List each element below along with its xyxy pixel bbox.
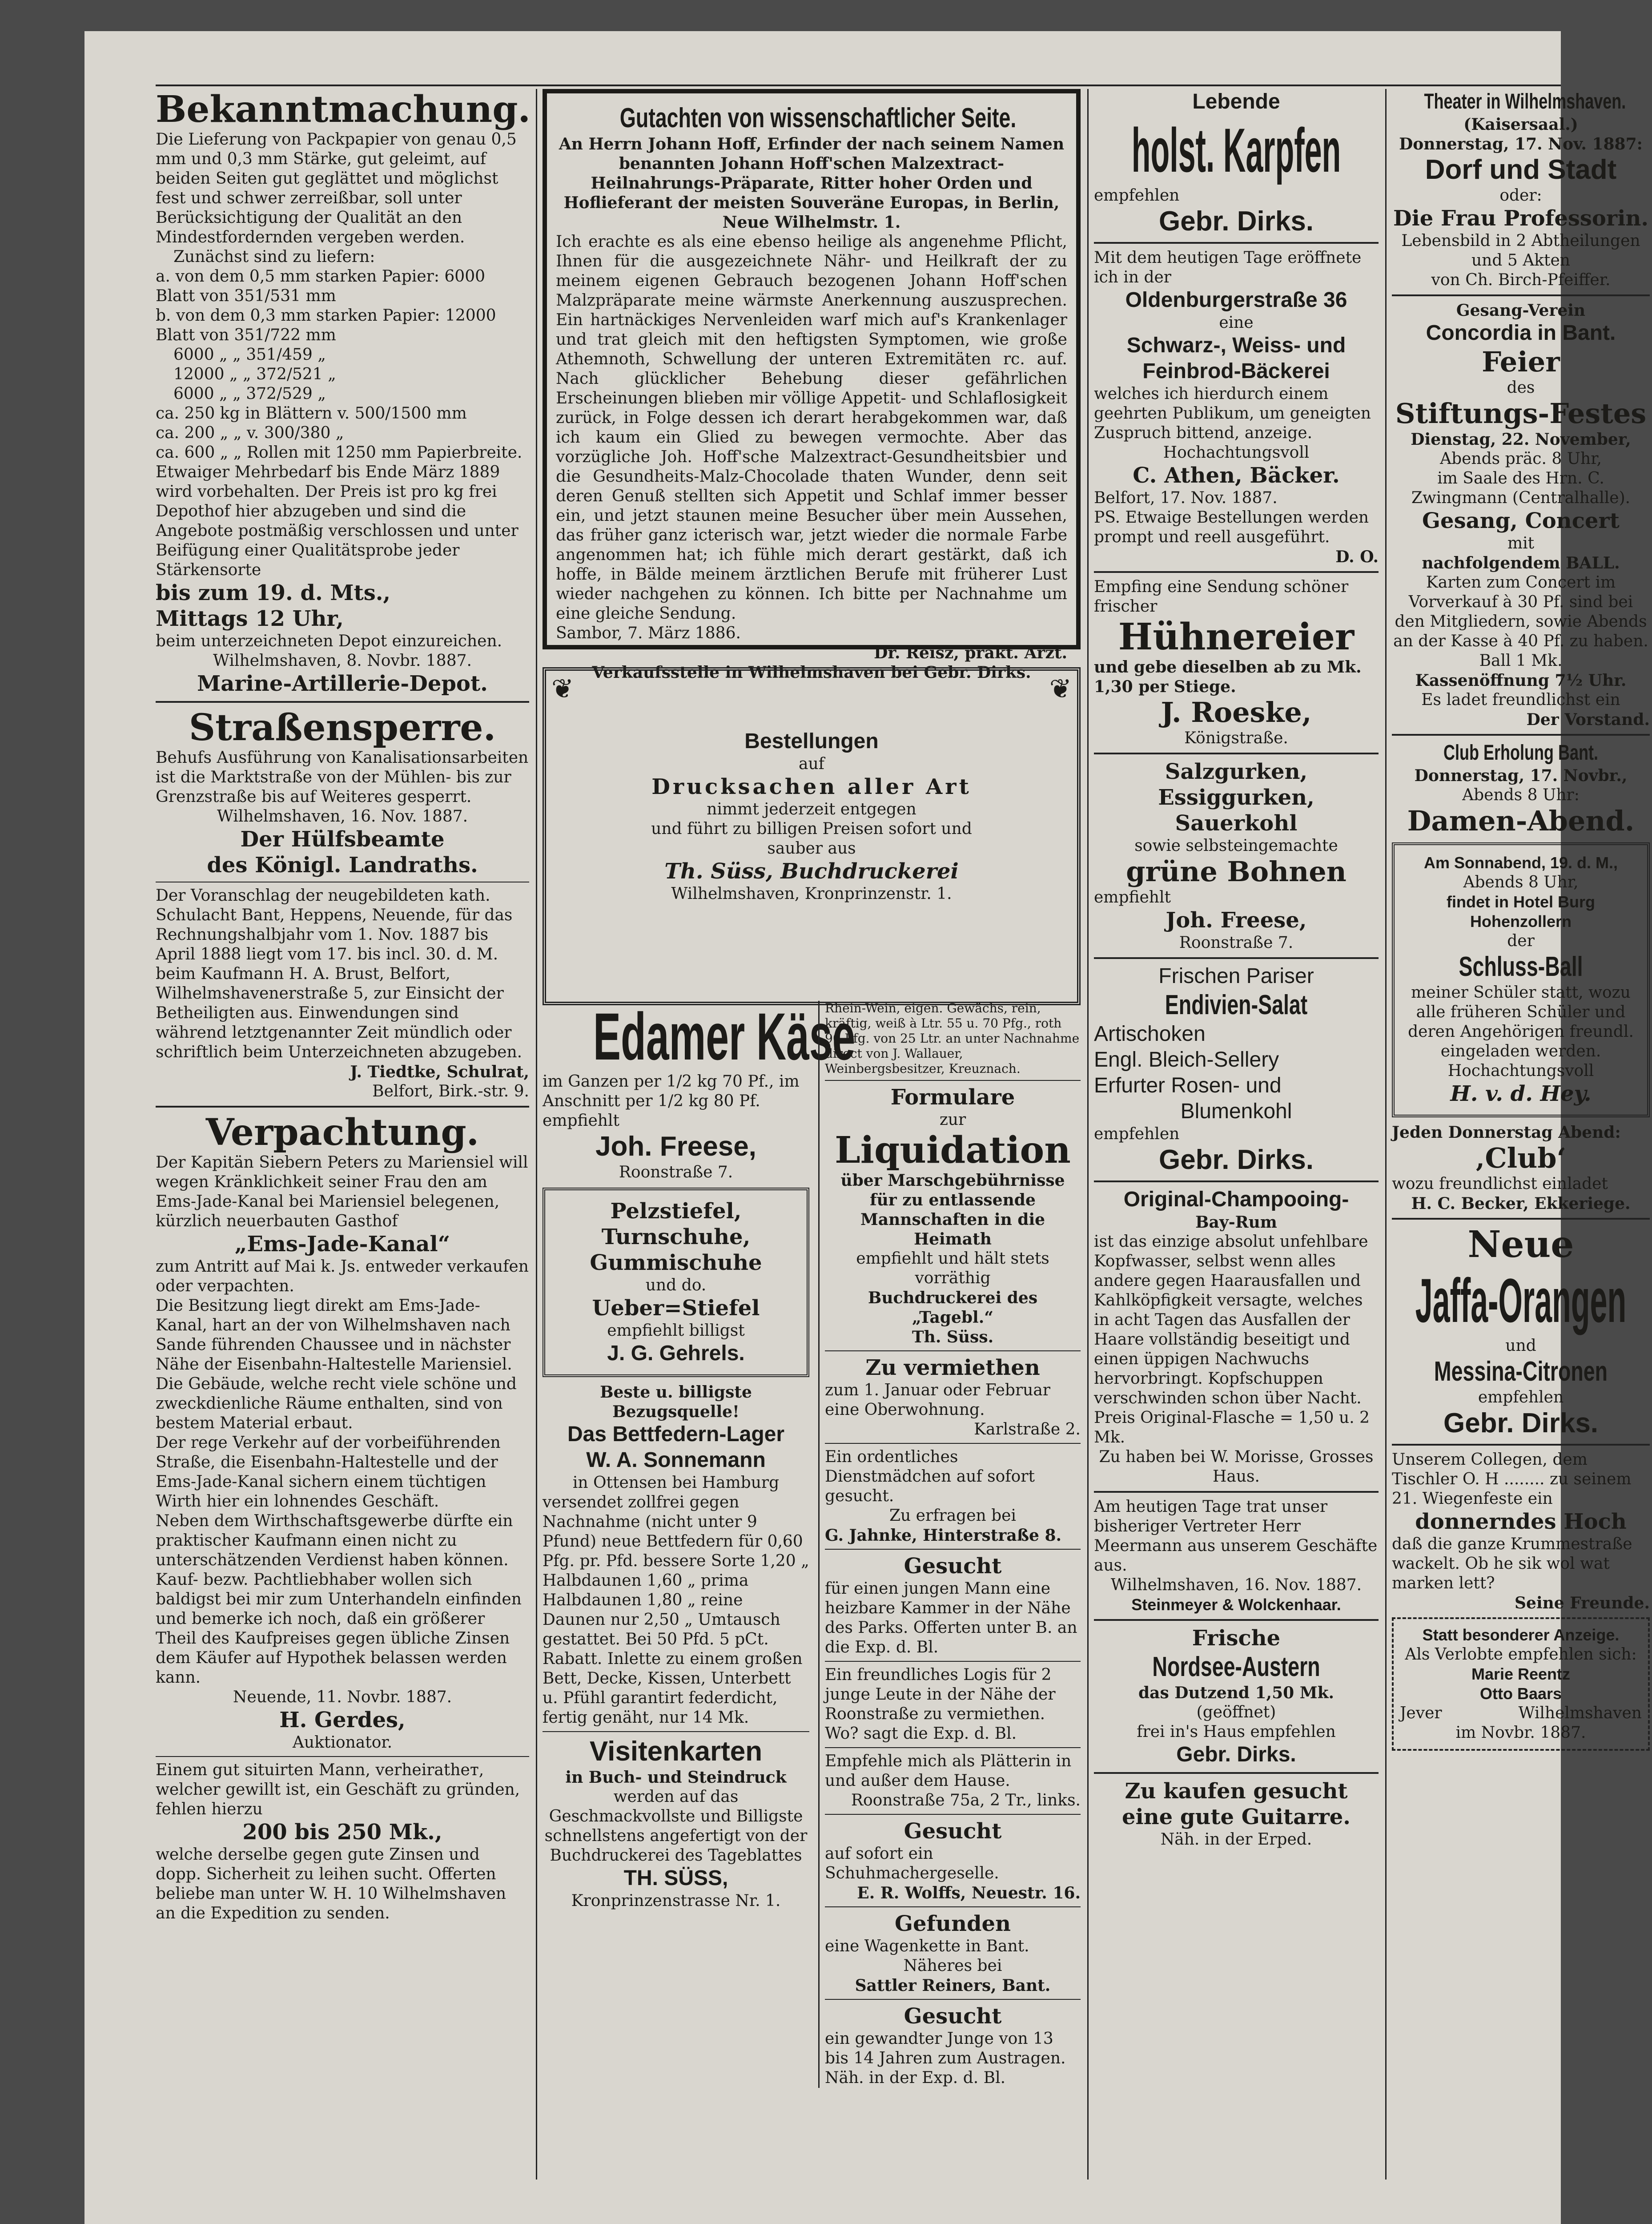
ad-title: Gesucht xyxy=(904,1819,1002,1844)
ad-text: empfiehlt billigst xyxy=(607,1322,745,1340)
ad-title: Theater in Wilhelmshaven. xyxy=(1424,90,1626,113)
ad-text: Hochachtungsvoll xyxy=(1163,443,1310,462)
ad-gesucht-kammer xyxy=(825,1553,1081,1657)
ad-title: Gesang, Concert xyxy=(1422,508,1620,533)
ad-text: Zunächst sind zu liefern: xyxy=(173,248,375,266)
ad-text: Etwaiger Mehrbedarf bis Ende März 1889 wird vorbehalten. Der Preis ist pro kg frei Depothof hier abzugeben und sind die Angebote postmäßig verschlossen und unter Beifügung einer Qualitätsprobe jeder Stärkensorte xyxy=(156,463,519,579)
separator xyxy=(825,1549,1081,1550)
ad-highlight: 200 bis 250 Mk., xyxy=(242,1820,442,1845)
ad-text: ein gewandter Junge von 13 bis 14 Jahren zum Austragen. xyxy=(825,2030,1066,2067)
ad-signature: Gebr. Dirks. xyxy=(1176,1743,1296,1766)
ad-title: Endivien-Salat xyxy=(1165,990,1308,1020)
ad-schluss-ball xyxy=(1392,842,1650,1117)
ad-text: von Ch. Birch-Pfeiffer. xyxy=(1431,271,1611,289)
ad-title: Nordsee-Austern xyxy=(1152,1652,1320,1682)
separator xyxy=(825,1661,1081,1662)
ad-text: Die Lieferung von Packpapier von genau 0,5 mm und 0,3 mm Stärke, gut geleimt, auf beiden Seiten gut geglättet und möglichst fest und schwer zerreißbar, soll unter Berücksichtigung der Qualität an den Mindestfordernden vergeben werden. xyxy=(156,130,517,246)
ad-text: des xyxy=(1507,379,1535,397)
ad-title: Club Erholung Bant. xyxy=(1443,741,1598,765)
ad-title: Zu kaufen gesucht xyxy=(1125,1779,1348,1804)
ad-text: nimmt jederzeit entgegen xyxy=(707,800,916,818)
ad-signature: Der Vorstand. xyxy=(1526,710,1650,729)
ad-drucksachen xyxy=(543,667,1081,1005)
ad-text: Jeden Donnerstag Abend: xyxy=(1392,1123,1621,1142)
ad-signature: Th. Süss, Buchdruckerei xyxy=(664,859,959,884)
ad-signature: H. v. d. Hey. xyxy=(1450,1081,1592,1106)
ad-text: Einem gut situirten Mann, verheiratheт, welcher gewillt ist, ein Geschäft zu gründen, fehlen hierzu xyxy=(156,1761,520,1818)
ad-endivien xyxy=(1094,963,1379,1176)
ad-title: Die Frau Professorin. xyxy=(1393,206,1649,231)
separator xyxy=(1094,1180,1379,1182)
ad-address: im Saale des Hrn. C. Zwingmann (Centralhalle). xyxy=(1411,469,1631,507)
ad-name: Marie Reentz xyxy=(1471,1665,1571,1683)
separator xyxy=(1392,1444,1650,1446)
ad-signature: Seine Freunde. xyxy=(1515,1594,1650,1612)
ad-gesucht-junge xyxy=(825,2003,1081,2088)
ad-signature: Joh. Freese, xyxy=(595,1131,756,1162)
top-rule xyxy=(156,85,1561,86)
list-item: 12000 „ „ 372/521 „ xyxy=(173,365,336,383)
ad-signature: J. Roeske, xyxy=(1161,696,1312,729)
ad-deadline: bis zum 19. d. Mts., xyxy=(156,580,391,605)
ad-text: Engl. Bleich-Sellery xyxy=(1094,1048,1279,1072)
ad-title: Gesucht xyxy=(904,1554,1002,1579)
ad-signature: C. Athen, Bäcker. xyxy=(1133,463,1340,488)
ad-visitenkarten xyxy=(543,1736,809,1911)
ad-address: Oldenburgerstraße 36 xyxy=(1125,288,1347,312)
ad-text: Blumenkohl xyxy=(1180,1100,1292,1123)
ad-signature: Dr. Reisz, prakt. Arzt. xyxy=(874,644,1067,662)
ad-address: Näh. in der Exp. d. Bl. xyxy=(825,2069,1006,2087)
ad-text: Hochachtungsvoll xyxy=(1447,1062,1594,1080)
ad-text: Empfehle mich als Plätterin in und außer dem Hause. xyxy=(825,1752,1072,1790)
ad-signature: E. R. Wolffs, Neuestr. 16. xyxy=(857,1884,1081,1902)
ad-title: Gummischuhe xyxy=(590,1250,762,1275)
column-2 xyxy=(543,89,1081,2180)
ad-text: Abends präc. 8 Uhr, xyxy=(1440,450,1602,468)
ad-theater xyxy=(1392,89,1650,290)
ad-karpfen xyxy=(1094,89,1379,238)
ad-text: eine Wagenkette in Bant. xyxy=(825,1937,1029,1955)
separator xyxy=(1392,1218,1650,1220)
ad-address: Kronprinzenstrasse Nr. 1. xyxy=(571,1892,781,1910)
ad-text: und xyxy=(1505,1337,1536,1355)
ad-date: Dienstag, 22. November, xyxy=(1411,430,1631,449)
ad-text: empfiehlt und hält stets vorräthig xyxy=(856,1249,1049,1287)
separator xyxy=(1094,242,1379,244)
ad-text: welche derselbe gegen gute Zinsen und dopp. Sicherheit zu leihen sucht. Offerten beliebe man unter W. H. 10 Wilhelmshaven an die Expedition zu senden. xyxy=(156,1845,506,1922)
ad-date: Wilhelmshaven, 16. Nov. 1887. xyxy=(217,807,468,826)
ad-verlobung xyxy=(1392,1617,1650,1751)
newspaper-page xyxy=(84,31,1650,2224)
ad-text: zum 1. Januar oder Februar eine Oberwohnung. xyxy=(825,1381,1051,1419)
column-3 xyxy=(1094,89,1379,2180)
ad-date: Sambor, 7. März 1886. xyxy=(556,624,741,642)
ad-text: Gesang-Verein xyxy=(1456,301,1586,320)
col2-right xyxy=(818,1001,1081,2088)
ad-title: Gesucht xyxy=(904,2004,1002,2029)
ad-champooing xyxy=(1094,1187,1379,1487)
separator xyxy=(1094,1619,1379,1621)
ad-signature: H. Gerdes, xyxy=(279,1708,406,1732)
ad-signature: Buchdruckerei des „Tagebl.“ xyxy=(868,1289,1038,1327)
ad-signature: Der Hülfsbeamte xyxy=(240,827,445,852)
ad-date: Neuende, 11. Novbr. 1887. xyxy=(233,1688,452,1706)
ad-text: über Marschgebührnisse für zu entlassende Mannschaften in die Heimath xyxy=(840,1171,1065,1249)
ad-title: Visitenkarten xyxy=(589,1736,763,1767)
ad-text: eine xyxy=(1219,314,1254,332)
ad-text: beim unterzeichneten Depot einzureichen. xyxy=(156,632,502,650)
ad-signature: Gebr. Dirks. xyxy=(1443,1408,1599,1438)
ad-signature: Sattler Reiners, Bant. xyxy=(855,1976,1051,1995)
ad-text: Karten zum Concert im Vorverkauf à 30 Pf. sind bei den Mitgliedern, sowie Abends an der Kasse à 40 Pf. zu haben. Ball 1 Mk. xyxy=(1393,573,1648,670)
ad-text: Bay-Rum xyxy=(1195,1213,1277,1232)
ad-text: Abends 8 Uhr: xyxy=(1462,786,1580,804)
separator xyxy=(1392,294,1650,296)
list-item: 6000 „ „ 351/459 „ xyxy=(173,346,326,364)
ad-text: Die Besitzung liegt direkt am Ems-Jade-Kanal, hart an der von Wilhelmshaven nach Sande führenden Chaussee und in nächster Nähe der Eisenbahn-Haltestelle Mariensiel. Die Gebäude, welche recht viele schöne und zweckdienliche Räume enthalten, sind von bestem Material erbaut. xyxy=(156,1297,517,1432)
ad-signature: G. Jahnke, Hinterstraße 8. xyxy=(825,1526,1062,1545)
ad-text: Neben dem Wirthschaftsgewerbe dürfte ein praktischer Kaufmann einen nicht zu unterschätzenden Verdienst haben können. xyxy=(156,1512,513,1569)
ad-text: versendet zollfrei gegen Nachnahme (nicht unter 9 Pfund) neue Bettfedern für 0,60 Pfg. pr. Pfd. bessere Sorte 1,20 „ Halbdaunen 1,60 „ prima Halbdaunen 1,80 „ reine Daunen nur 2,50 „ Umtausch gestattet. Bei 50 Pfd. 5 pCt. Rabatt. Inlette zu einem großen Bett, Decke, Kissen, Unterbett u. Pfühl garantirt federdicht, fertig genäht, nur 14 Mk. xyxy=(543,1493,809,1727)
ad-title: Damen-Abend. xyxy=(1407,805,1635,837)
separator xyxy=(156,701,529,703)
ad-darlehen xyxy=(156,1761,529,1923)
ad-title: Edamer Käse xyxy=(593,999,856,1074)
separator xyxy=(825,1814,1081,1815)
ad-verpachtung xyxy=(156,1112,529,1753)
ad-text: Beste u. billigste Bezugsquelle! xyxy=(600,1383,752,1421)
ad-text: zum Antritt auf Mai k. Js. entweder verkaufen oder verpachten. xyxy=(156,1257,529,1295)
ad-place: Wilhelmshaven xyxy=(1518,1704,1642,1722)
ad-highlight: „Ems-Jade-Kanal“ xyxy=(234,1232,450,1257)
ad-signature: Marine-Artillerie-Depot. xyxy=(197,671,488,696)
separator xyxy=(825,1906,1081,1907)
ad-text: Behufs Ausführung von Kanalisationsarbeiten ist die Marktstraße von der Mühlen- bis zur Grenzstraße bis auf Weiteres gesperrt. xyxy=(156,749,529,806)
ad-title: Dorf und Stadt xyxy=(1425,154,1617,185)
ad-address: Hohenzollern xyxy=(1470,912,1572,931)
ad-text: meiner Schüler statt, wozu alle früheren Schüler und deren Angehörigen freundl. eingeladen werden. xyxy=(1408,983,1634,1060)
ad-text: empfiehlt xyxy=(543,1112,619,1130)
ad-text: ist das einzige absolut unfehlbare Kopfwasser, selbst wenn alles andere gegen Haarausfallen und Kahlköpfigkeit versagte, welches in acht Tagen das Ausfallen der Haare vollständig beseitigt und einen üppigen Nachwuchs hervorbringt. Kopfschuppen verschwinden schon über Nacht. Preis Original-Flasche = 1,50 u. 2 Mk. xyxy=(1094,1233,1370,1446)
ad-title: W. A. Sonnemann xyxy=(586,1448,766,1472)
ad-text: mit xyxy=(1507,534,1535,552)
ad-text: empfehlen xyxy=(1094,186,1180,205)
ad-title: Verpachtung. xyxy=(205,1111,479,1154)
ad-gurken xyxy=(1094,759,1379,953)
list-item: 6000 „ „ 372/529 „ xyxy=(173,385,326,403)
ad-text: sowie selbsteingemachte xyxy=(1134,837,1338,855)
ad-title: Pelzstiefel, xyxy=(610,1199,742,1224)
list-item: ca. 600 „ „ Rollen mit 1250 mm Papierbreite. xyxy=(156,443,523,462)
ad-address: Karlstraße 2. xyxy=(974,1420,1081,1438)
ad-signature: J. G. Gehrels. xyxy=(607,1342,745,1365)
ad-title: grüne Bohnen xyxy=(1126,855,1347,888)
ad-address: Wilhelmshaven, Kronprinzenstr. 1. xyxy=(671,885,952,903)
ad-text: oder: xyxy=(1499,186,1542,205)
ad-title: ‚Club‘ xyxy=(1475,1142,1567,1174)
ad-text: Der Voranschlag der neugebildeten kath. Schulacht Bant, Heppens, Neuende, für das Rechnungshalbjahr vom 1. Nov. 1887 bis April 1888 liegt vom 17. bis incl. 30. d. M. beim Kaufmann H. A. Brust, Belfort, Wilhelmshavenerstraße 5, zur Einsicht der Betheiligten aus. Einwendungen sind während letztgenannter Zeit mündlich oder schriftlich beim Unterzeichneten abzugeben. xyxy=(156,886,523,1061)
ad-baeckerei xyxy=(1094,248,1379,567)
ad-text: Frischen Pariser xyxy=(1158,964,1314,988)
ad-rhein: Rhein-Wein, eigen. Gewächs, rein, kräftig, weiß à Ltr. 55 u. 70 Pfg., roth 90 Pfg. von 25 Ltr. an unter Nachnahme direct von J. Wallauer, Weinbergsbesitzer, Kreuznach. xyxy=(825,1001,1080,1076)
ad-text: Lebensbild in 2 Abtheilungen und 5 Akten xyxy=(1401,232,1640,270)
ad-text: welches ich hierdurch einem geehrten Publikum, um geneigten Zuspruch bittend, anzeige. xyxy=(1094,385,1371,442)
ad-date: Belfort, 17. Nov. 1887. xyxy=(1094,489,1278,507)
ad-address: Belfort, Birk.-str. 9. xyxy=(372,1082,529,1100)
list-item: ca. 250 kg in Blättern v. 500/1500 mm xyxy=(156,404,467,423)
ad-name: Otto Baars xyxy=(1479,1684,1562,1703)
ad-title: Ueber=Stiefel xyxy=(592,1296,760,1321)
ad-title: Bekanntmachung. xyxy=(156,88,531,131)
ad-signature: Gebr. Dirks. xyxy=(1158,206,1314,237)
ad-logis: Ein freundliches Logis für 2 junge Leute in der Nähe der Roonstraße zu vermiethen. Wo? sagt die Exp. d. Bl. xyxy=(825,1666,1056,1743)
col2-left xyxy=(543,999,856,1911)
separator xyxy=(825,1747,1081,1748)
ad-title: Hühnereier xyxy=(1118,616,1355,658)
ad-title: holst. Karpfen xyxy=(1131,115,1341,185)
ad-text: auf xyxy=(799,755,824,773)
ad-gesucht-geselle xyxy=(825,1818,1081,1903)
ad-signature: Joh. Freese, xyxy=(1166,908,1307,933)
ad-address: findet in Hotel Burg xyxy=(1447,893,1595,911)
ad-title: Neue xyxy=(1467,1223,1574,1266)
ad-title: Statt besonderer Anzeige. xyxy=(1422,1626,1620,1644)
list-item: a. von dem 0,5 mm starken Papier: 6000 Blatt von 351/531 mm xyxy=(156,267,486,305)
ad-edamer xyxy=(543,999,856,1182)
ad-text: im Ganzen per 1/2 kg 70 Pf., im Anschnitt per 1/2 kg 80 Pf. xyxy=(543,1072,800,1110)
ad-text: Es ladet freundlichst ein xyxy=(1421,691,1620,709)
column-rule xyxy=(1087,89,1089,2180)
separator xyxy=(825,1999,1081,2000)
ad-text: Näheres bei xyxy=(903,1957,1002,1975)
ad-title: Zu vermiethen xyxy=(865,1355,1040,1380)
ad-title: Messina-Citronen xyxy=(1434,1356,1608,1387)
ad-text: für einen jungen Mann eine heizbare Kammer in der Nähe des Parks. Offerten unter B. an die Exp. d. Bl. xyxy=(825,1579,1077,1656)
separator xyxy=(1094,1772,1379,1774)
ad-text: Zu haben bei W. Morisse, Grosses Haus. xyxy=(1099,1448,1374,1486)
ad-text: das Dutzend 1,50 Mk. xyxy=(1138,1684,1334,1702)
ad-date: Donnerstag, 17. Nov. 1887: xyxy=(1399,135,1643,153)
ad-date: im Novbr. 1887. xyxy=(1455,1724,1586,1742)
ad-text: Ich erachte es als eine ebenso heilige als angenehme Pflicht, Ihnen für die ausgezeichnete Nähr- und Heilkraft der zu meinem eigenen Gebrauch bezogenen Johann Hoff'schen Malzpräparate meine wärmste Anerkennung auszusprechen. Ein hartnäckiges Nervenleiden warf mich auf's Krankenlager und trat gleich mit den heftigsten Symptomen, wie große Athemnoth, Schwellung der unteren Extremitäten rc. auf. Nach glücklicher Behebung dieser gefährlichen Erscheinungen blieben mir völlige Appetit- und Schlaflosigkeit zurück, in Folge dessen ich derart herabgekommen war, daß ich kaum ein Glied zu bewegen vermochte. Aber das vorzügliche Joh. Hoff'sche Malzextract-Gesundheitsbier und die Gesundheits-Malz-Chocolade thaten Wunder, denn seit deren Genuß stellten sich Appetit und Schlaf immer besser ein, und jetzt staunen meine Besucher über mein Aussehen, das früher ganz icterisch war, jetzt wieder die normale Farbe angenommen hat; ich fühle mich derart gestärkt, daß ich hoffe, in Bälde meinem ärztlichen Berufe mit früherer Lust wieder nachgehen zu können. Ich bitte per Nachnahme um eine gleiche Sendung. xyxy=(556,233,1067,623)
ad-text: und do. xyxy=(645,1276,707,1294)
ad-text: eine gute Guitarre. xyxy=(1121,1805,1351,1829)
ad-voranschlag xyxy=(156,886,529,1101)
ad-title: Stiftungs-Festes xyxy=(1395,397,1647,430)
ad-text: Ein ordentliches Dienstmädchen auf sofort gesucht. xyxy=(825,1448,1035,1505)
ad-title: Gutachten von wissenschaftlicher Seite. xyxy=(619,103,1017,133)
ad-text: Abends 8 Uhr, xyxy=(1463,873,1579,891)
ad-text: Unserem Collegen, dem Tischler O. H ........ zu seinem 21. Wiegenfeste ein xyxy=(1392,1450,1632,1508)
ad-text: in Ottensen bei Hamburg xyxy=(572,1474,780,1492)
column-rule xyxy=(1385,89,1387,2180)
ad-text: daß die ganze Krummestraße wackelt. Ob he sik wol wat marken lett? xyxy=(1392,1535,1632,1592)
ad-text: Zu erfragen bei xyxy=(889,1507,1016,1525)
ad-date: Wilhelmshaven, 8. Novbr. 1887. xyxy=(213,652,472,670)
ad-title: Essiggurken, xyxy=(1158,785,1314,810)
ad-text: (geöffnet) xyxy=(1196,1703,1276,1721)
column-4 xyxy=(1392,89,1650,2180)
ad-title: Drucksachen aller Art xyxy=(651,774,972,799)
ad-steinmeyer xyxy=(1094,1497,1379,1615)
ad-signature: Th. Süss. xyxy=(912,1328,994,1346)
ad-text: Auktionator. xyxy=(292,1733,393,1752)
ad-deadline: Mittags 12 Uhr, xyxy=(156,606,344,631)
ad-title: Schluss-Ball xyxy=(1459,951,1583,982)
ad-signature: D. O. xyxy=(1335,548,1379,566)
ad-title: Straßensperre. xyxy=(189,706,496,749)
ad-dienstmaedchen xyxy=(825,1447,1081,1545)
ad-title: Feier xyxy=(1482,346,1560,378)
separator xyxy=(156,1756,529,1757)
ad-signature: Steinmeyer & Wolckenhaar. xyxy=(1131,1595,1341,1614)
ad-address: Roonstraße 75a, 2 Tr., links. xyxy=(851,1791,1081,1809)
ad-date: Wilhelmshaven, 16. Nov. 1887. xyxy=(1110,1576,1362,1594)
ad-text: Lebende xyxy=(1192,90,1280,113)
ad-text: PS. Etwaige Bestellungen werden prompt und reell ausgeführt. xyxy=(1094,508,1369,546)
list-item: ca. 200 „ „ v. 300/380 „ xyxy=(156,424,344,442)
column-1 xyxy=(156,89,529,2180)
ad-title: donnerndes Hoch xyxy=(1415,1509,1627,1534)
ad-text: werden auf das Geschmackvollste und Billigste schnellstens angefertigt von der Buchdruckerei des Tageblattes xyxy=(544,1788,808,1865)
separator xyxy=(156,1106,529,1108)
ad-signature: H. C. Becker, Ekkeriege. xyxy=(1411,1194,1631,1213)
ad-text: in Buch- und Steindruck xyxy=(565,1768,787,1787)
ad-text: empfehlen xyxy=(1094,1125,1180,1143)
separator xyxy=(1094,1491,1379,1493)
separator xyxy=(1094,957,1379,959)
ad-text: nachfolgendem BALL. xyxy=(1422,554,1620,572)
ad-text: (Kaisersaal.) xyxy=(1463,115,1578,134)
separator xyxy=(1392,734,1650,736)
ad-text: Verkaufsstelle in Wilhelmshaven bei Gebr. Dirks. xyxy=(592,663,1031,682)
ad-text: Am heutigen Tage trat unser bisheriger Vertreter Herr Meermann aus unserem Geschäfte aus. xyxy=(1094,1498,1378,1575)
ad-title: Concordia in Bant. xyxy=(1426,321,1616,345)
ad-concordia xyxy=(1392,301,1650,729)
ad-text: empfiehlt xyxy=(1094,888,1171,907)
ad-title: Sauerkohl xyxy=(1175,811,1298,836)
column-rule xyxy=(536,89,537,2180)
separator xyxy=(543,1731,809,1732)
separator xyxy=(1094,571,1379,573)
ad-hoch xyxy=(1392,1450,1650,1613)
ad-club-erholung xyxy=(1392,740,1650,837)
ad-address: An Herrn Johann Hoff, Erfinder der nach seinem Namen benannten Johann Hoff'schen Malzextract-Heilnahrungs-Präparate, Ritter hoher Orden und Hoflieferant der meisten Souveräne Europas, in Berlin, Neue Wilhelmstr. 1. xyxy=(559,135,1065,232)
ad-text: auf sofort ein Schuhmachergeselle. xyxy=(825,1845,999,1882)
ad-text: der xyxy=(1507,932,1535,950)
ad-plaetterin xyxy=(825,1752,1081,1810)
ad-signature: TH. SÜSS, xyxy=(623,1866,728,1890)
ad-signature: J. Tiedtke, Schulrat, xyxy=(350,1063,529,1081)
ad-title: Gefunden xyxy=(895,1911,1011,1936)
separator xyxy=(1094,753,1379,754)
ad-club-abend xyxy=(1392,1123,1650,1213)
ad-title: Turnschuhe, xyxy=(601,1225,751,1249)
ad-title: Original-Champooing- xyxy=(1123,1188,1349,1211)
separator xyxy=(825,1443,1081,1444)
ad-text: Der Kapitän Siebern Peters zu Mariensiel will wegen Kränklichkeit seiner Frau den am Ems-Jade-Kanal bei Mariensiel belegenen, kürzlich neuerbauten Gasthof xyxy=(156,1153,528,1230)
ad-bettfedern xyxy=(543,1382,809,1728)
ad-text: und führt zu billigen Preisen sofort und xyxy=(651,820,972,838)
separator xyxy=(825,1350,1081,1351)
ad-vermiethen xyxy=(825,1355,1081,1439)
ad-address: Näh. in der Erped. xyxy=(1160,1830,1312,1849)
ad-place: Jever xyxy=(1400,1704,1442,1722)
ad-address: Königstraße. xyxy=(1184,729,1288,747)
ad-title: Liquidation xyxy=(835,1129,1071,1172)
ad-title: Schwarz-, Weiss- und Feinbrod-Bäckerei xyxy=(1126,334,1346,383)
ad-formulare xyxy=(825,1084,1081,1347)
ad-text: wozu freundlichst einladet xyxy=(1392,1175,1608,1193)
ad-text: Der rege Verkehr auf der vorbeiführenden Straße, die Eisenbahn-Haltestelle und der Ems-Jade-Kanal sichern einem tüchtigen Wirth hier ein lohnendes Geschäft. xyxy=(156,1434,501,1511)
ad-gutachten xyxy=(543,89,1081,682)
ad-text: und gebe dieselben ab zu Mk. 1,30 per Stiege. xyxy=(1094,658,1362,696)
ad-huehnereier xyxy=(1094,577,1379,748)
ad-text: Empfing eine Sendung schöner frischer xyxy=(1094,578,1349,616)
ad-date: Am Sonnabend, 19. d. M., xyxy=(1423,854,1618,872)
ad-text: empfehlen xyxy=(1478,1388,1564,1406)
ad-strassensperre xyxy=(156,707,529,878)
ad-title: Salzgurken, xyxy=(1165,759,1308,784)
ad-text: zur xyxy=(939,1111,966,1129)
ad-orangen xyxy=(1392,1224,1650,1439)
ad-title: Formulare xyxy=(890,1085,1015,1110)
ad-text: Kauf- bezw. Pachtliebhaber wollen sich baldigst bei mir zum Unterhandeln einfinden und bemerke ich noch, daß ein größerer Theil des Kaufpreises gegen übliche Zinsen dem Käufer auf Hypothek belassen werden kann. xyxy=(156,1571,522,1687)
ad-text: frei in's Haus empfehlen xyxy=(1137,1723,1336,1741)
ad-austern xyxy=(1094,1625,1379,1768)
ad-text: Artischoken xyxy=(1094,1022,1206,1046)
ad-gefunden xyxy=(825,1911,1081,1995)
ad-text: Als Verlobte empfehlen sich: xyxy=(1405,1645,1637,1664)
ad-text: Frische xyxy=(1192,1626,1281,1651)
ad-signature: Gebr. Dirks. xyxy=(1158,1144,1314,1175)
ad-address: Roonstraße 7. xyxy=(1179,934,1294,952)
ad-text: Erfurter Rosen- und xyxy=(1094,1074,1282,1097)
ad-bekanntmachung xyxy=(156,89,529,697)
separator xyxy=(825,1080,1081,1081)
ad-signature: des Königl. Landraths. xyxy=(207,853,478,878)
ad-title: Das Bettfedern-Lager xyxy=(567,1422,785,1446)
list-item: b. von dem 0,3 mm starken Papier: 12000 Blatt von 351/722 mm xyxy=(156,306,496,344)
ad-pelzstiefel xyxy=(543,1188,809,1377)
ad-address: Roonstraße 7. xyxy=(619,1163,733,1181)
ad-date: Donnerstag, 17. Novbr., xyxy=(1414,766,1628,785)
ad-text: sauber aus xyxy=(767,839,856,858)
ad-title: ❦ Bestellungen xyxy=(744,729,879,753)
ad-text: Mit dem heutigen Tage eröffnete ich in der xyxy=(1094,249,1362,286)
ad-text: Kassenöffnung 7½ Uhr. xyxy=(1415,671,1627,690)
ad-title: Jaffa-Orangen xyxy=(1415,1265,1627,1335)
ad-gitarre xyxy=(1094,1778,1379,1849)
